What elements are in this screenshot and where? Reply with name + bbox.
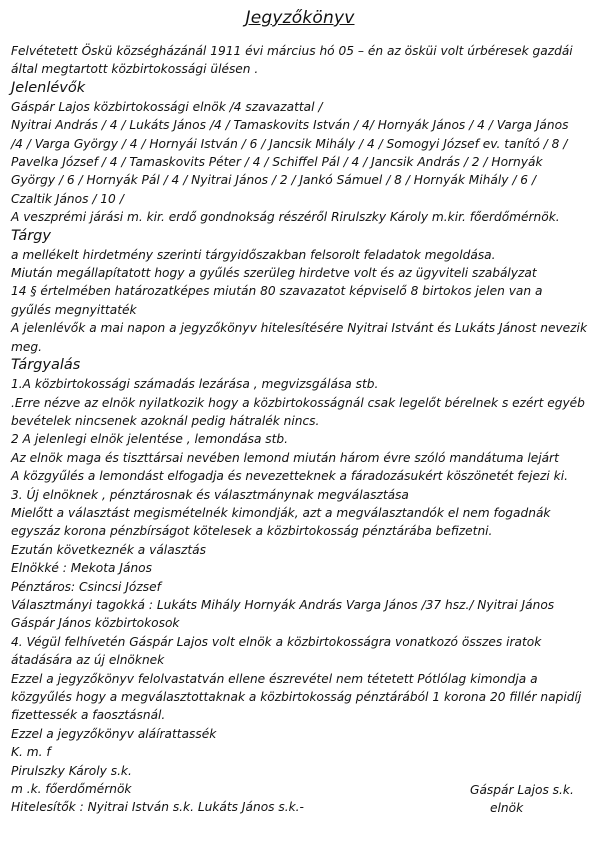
text-line: A veszprémi járási m. kir. erdő gondnokság részéről Rirulszky Károly m.kir. főerdőmérnök. [11, 210, 560, 225]
text-line: Mielőtt a választást megismételnék kimondják, azt a megválasztandók el nem fogadnák [11, 505, 551, 520]
signature-role: elnök [490, 801, 524, 816]
text-line: Pénztáros: Csincsi József [11, 579, 161, 594]
text-line: bevételek nincsenek azoknál pedig hátralék nincs. [11, 413, 320, 428]
text-line: Ezzel a jegyzőkönyv aláírattassék [11, 726, 217, 741]
text-line: a mellékelt hirdetmény szerinti tárgyidőszakban felsorolt feladatok megoldása. [11, 247, 496, 262]
text-line: közgyűlés hogy a megválasztottaknak a közbirtokosság pénztárából 1 korona 20 fillér napidíj [11, 690, 582, 704]
text-line: 3. Új elnöknek , pénztárosnak és választmánynak megválasztása [11, 487, 409, 502]
text-line: A jelenlévők a mai napon a jegyzőkönyv hitelesítésére Nyitrai Istvánt és Lukáts Jánost nevezik [11, 321, 587, 336]
text-line: Ezzel a jegyzőkönyv felolvastatván ellene észrevétel nem tétetett Pótlólag kimondja a [11, 671, 538, 686]
text-line: m .k. főerdőmérnök [11, 782, 132, 797]
text-line: 14 § értelmében határozatképes miután 80 szavazatot képviselő 8 birtokos jelen van a [11, 284, 543, 299]
text-line: Felvétetett Öskü községházánál 1911 évi március hó 05 – én az ösküi volt úrbéresek gazdái [11, 44, 573, 58]
text-line: 2 A jelenlegi elnök jelentése , lemondása stb. [11, 432, 289, 447]
signature-block-right [470, 781, 574, 818]
text-line: .Erre nézve az elnök nyilatkozik hogy a közbirtokosságnál csak legelőt bérelnek s ezért egyéb [11, 395, 585, 410]
text-line: által megtartott közbirtokossági ülésen . [11, 62, 259, 77]
text-line: Pirulszky Károly s.k. [11, 763, 132, 778]
text-line: Elnökké : Mekota János [11, 561, 152, 576]
text-line: Gáspár János közbirtokosok [11, 616, 180, 631]
document-title: Jegyzőkönyv [245, 8, 355, 28]
text-line: K. m. f [11, 745, 51, 760]
text-line: György / 6 / Hornyák Pál / 4 / Nyitrai János / 2 / Jankó Sámuel / 8 / Hornyák Mihály / 6 / [11, 173, 537, 188]
text-line: Miután megállapítatott hogy a gyűlés szerüleg hirdetve volt és az ügyviteli szabályzat [11, 266, 537, 281]
signature-name: Gáspár Lajos s.k. [470, 783, 574, 797]
section-heading: Jelenlévők [11, 79, 86, 96]
text-line: Nyitrai András / 4 / Lukáts János /4 / Tamaskovits István / 4/ Hornyák János / 4 / Varga János [11, 118, 569, 133]
text-line: Gáspár Lajos közbirtokossági elnök /4 szavazattal / [11, 99, 323, 114]
text-line: Pavelka József / 4 / Tamaskovits Péter / 4 / Schiffel Pál / 4 / Jancsik András / 2 / Hornyák [11, 155, 543, 170]
text-line: fizettessék a faosztásnál. [11, 708, 166, 723]
text-line: Választmányi tagokká : Lukáts Mihály Hornyák András Varga János /37 hsz./ Nyitrai János [11, 597, 555, 612]
section-heading: Tárgyalás [11, 357, 81, 374]
text-line: gyűlés megnyittaték [11, 302, 137, 317]
text-line: Hitelesítők : Nyitrai István s.k. Lukáts János s.k.- [11, 800, 304, 815]
text-line: Czaltik János / 10 / [11, 191, 124, 206]
document-body [11, 42, 595, 817]
text-line: egyszáz korona pénzbírságot kötelesek a közbirtokosság pénztárába befizetni. [11, 524, 493, 539]
text-line: meg. [11, 339, 42, 354]
text-line: 4. Végül felhívetén Gáspár Lajos volt elnök a közbirtokosságra vonatkozó összes iratok [11, 634, 542, 649]
text-line: /4 / Varga György / 4 / Hornyái István / 6 / Jancsik Mihály / 4 / Somogyi József ev. tanító / 8 / [11, 136, 568, 151]
text-line: Az elnök maga és tiszttársai nevében lemond miután három évre szóló mandátuma lejárt [11, 450, 559, 465]
section-heading: Tárgy [11, 227, 51, 244]
text-line: 1.A közbirtokossági számadás lezárása , megvizsgálása stb. [11, 377, 379, 392]
text-line: Ezután következnék a választás [11, 542, 206, 557]
text-line: átadására az új elnöknek [11, 653, 165, 668]
text-line: A közgyűlés a lemondást elfogadja és nevezetteknek a fáradozásukért köszönetét fejezi ki. [11, 469, 568, 484]
